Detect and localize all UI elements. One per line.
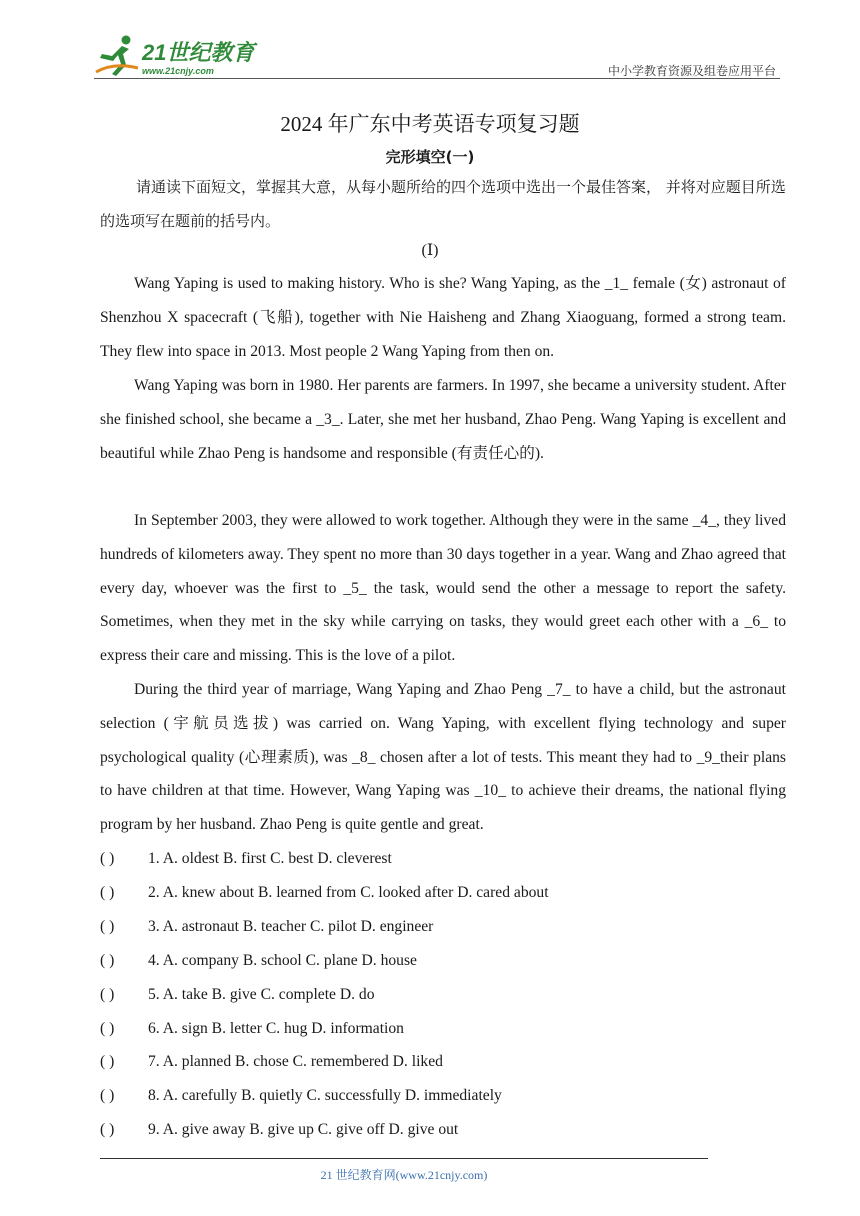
option-row xyxy=(100,1113,786,1147)
option-row xyxy=(100,910,786,944)
option-row xyxy=(100,1012,786,1046)
option-text: 4. A. company B. school C. plane D. house xyxy=(148,951,417,969)
option-row xyxy=(100,842,786,876)
options-list xyxy=(100,842,786,1147)
answer-blank[interactable]: ( ) xyxy=(100,985,115,1003)
runner-logo-icon xyxy=(94,34,140,78)
option-text: 6. A. sign B. letter C. hug D. information xyxy=(148,1019,404,1037)
answer-blank[interactable]: ( ) xyxy=(100,917,115,935)
header-divider xyxy=(94,78,780,79)
logo-url: www.21cnjy.com xyxy=(142,66,214,76)
answer-blank[interactable]: ( ) xyxy=(100,850,115,867)
logo-text: 21世纪教育 xyxy=(142,40,255,65)
option-text: 7. A. planned B. chose C. remembered D. liked xyxy=(148,1053,443,1071)
paragraph-3: In September 2003, they were allowed to work together. Although they were in the same _4_, they lived hundreds of kilometers away. They spent no more than 30 days together in a year. Wang and Zhao agreed that every day, whoever was the first to _5_ the task, would send the other a message to report the safety. Sometimes, when they met in the sky while carrying on tasks, they would greet each other with a _6_ to express their care and missing. This is the love of a pilot. xyxy=(100,512,786,665)
page-title: 2024 年广东中考英语专项复习题 xyxy=(280,112,580,136)
footer-divider xyxy=(100,1158,708,1159)
option-text: 8. A. carefully B. quietly C. successfully D. immediately xyxy=(148,1087,502,1105)
paragraph-2: Wang Yaping was born in 1980. Her parents are farmers. In 1997, she became a university student. After she finished school, she became a _3_. Later, she met her husband, Zhao Peng. Wang Yaping is excellent and beautiful while Zhao Peng is handsome and responsible (有责任心的). xyxy=(100,377,786,462)
option-text: 9. A. give away B. give up C. give off D. give out xyxy=(148,1121,459,1139)
option-text: 2. A. knew about B. learned from C. looked after D. cared about xyxy=(148,883,549,901)
answer-blank[interactable]: ( ) xyxy=(100,1053,115,1071)
option-text: 3. A. astronaut B. teacher C. pilot D. engineer xyxy=(148,917,434,935)
platform-label: 中小学教育资源及组卷应用平台 xyxy=(607,64,776,78)
answer-blank[interactable]: ( ) xyxy=(100,883,115,901)
page-header xyxy=(94,28,780,80)
option-row xyxy=(100,876,786,910)
option-text: 5. A. take B. give C. complete D. do xyxy=(148,985,375,1003)
option-row xyxy=(100,1079,786,1113)
answer-blank[interactable]: ( ) xyxy=(100,951,115,969)
instructions: 请通读下面短文，掌握其大意，从每小题所给的四个选项中选出一个最佳答案， 并将对应题目所选的选项写在题前的括号内。 xyxy=(100,178,786,230)
paragraph-4: During the third year of marriage, Wang Yaping and Zhao Peng _7_ to have a child, but the astronaut selection (宇航员选拔) was carried on. Wang Yaping, with excellent flying technology and super psychological quality (心理素质), was _8_ chosen after a lot of tests. This meant they had to _9_their plans to have children at that time. However, Wang Yaping was _10_ to achieve their dreams, the national flying program by her husband. Zhao Peng is quite gentle and great. xyxy=(100,681,786,834)
answer-blank[interactable]: ( ) xyxy=(100,1087,115,1105)
option-row xyxy=(100,1045,786,1079)
part-label: (Ⅰ) xyxy=(421,242,439,259)
option-row xyxy=(100,978,786,1012)
logo xyxy=(94,34,264,78)
answer-blank[interactable]: ( ) xyxy=(100,1019,115,1037)
option-text: 1. A. oldest B. first C. best D. cleverest xyxy=(148,850,392,867)
answer-blank[interactable]: ( ) xyxy=(100,1121,115,1139)
paragraph-1: Wang Yaping is used to making history. Who is she? Wang Yaping, as the _1_ female (女) astronaut of Shenzhou X spacecraft (飞船), together with Nie Haisheng and Zhang Xiaoguang, formed a strong team. They flew into space in 2013. Most people 2 Wang Yaping from then on. xyxy=(100,275,786,360)
footer-link[interactable]: 21 世纪教育网(www.21cnjy.com) xyxy=(320,1168,488,1182)
section-subtitle: 完形填空(一) xyxy=(385,148,475,166)
option-row xyxy=(100,944,786,978)
